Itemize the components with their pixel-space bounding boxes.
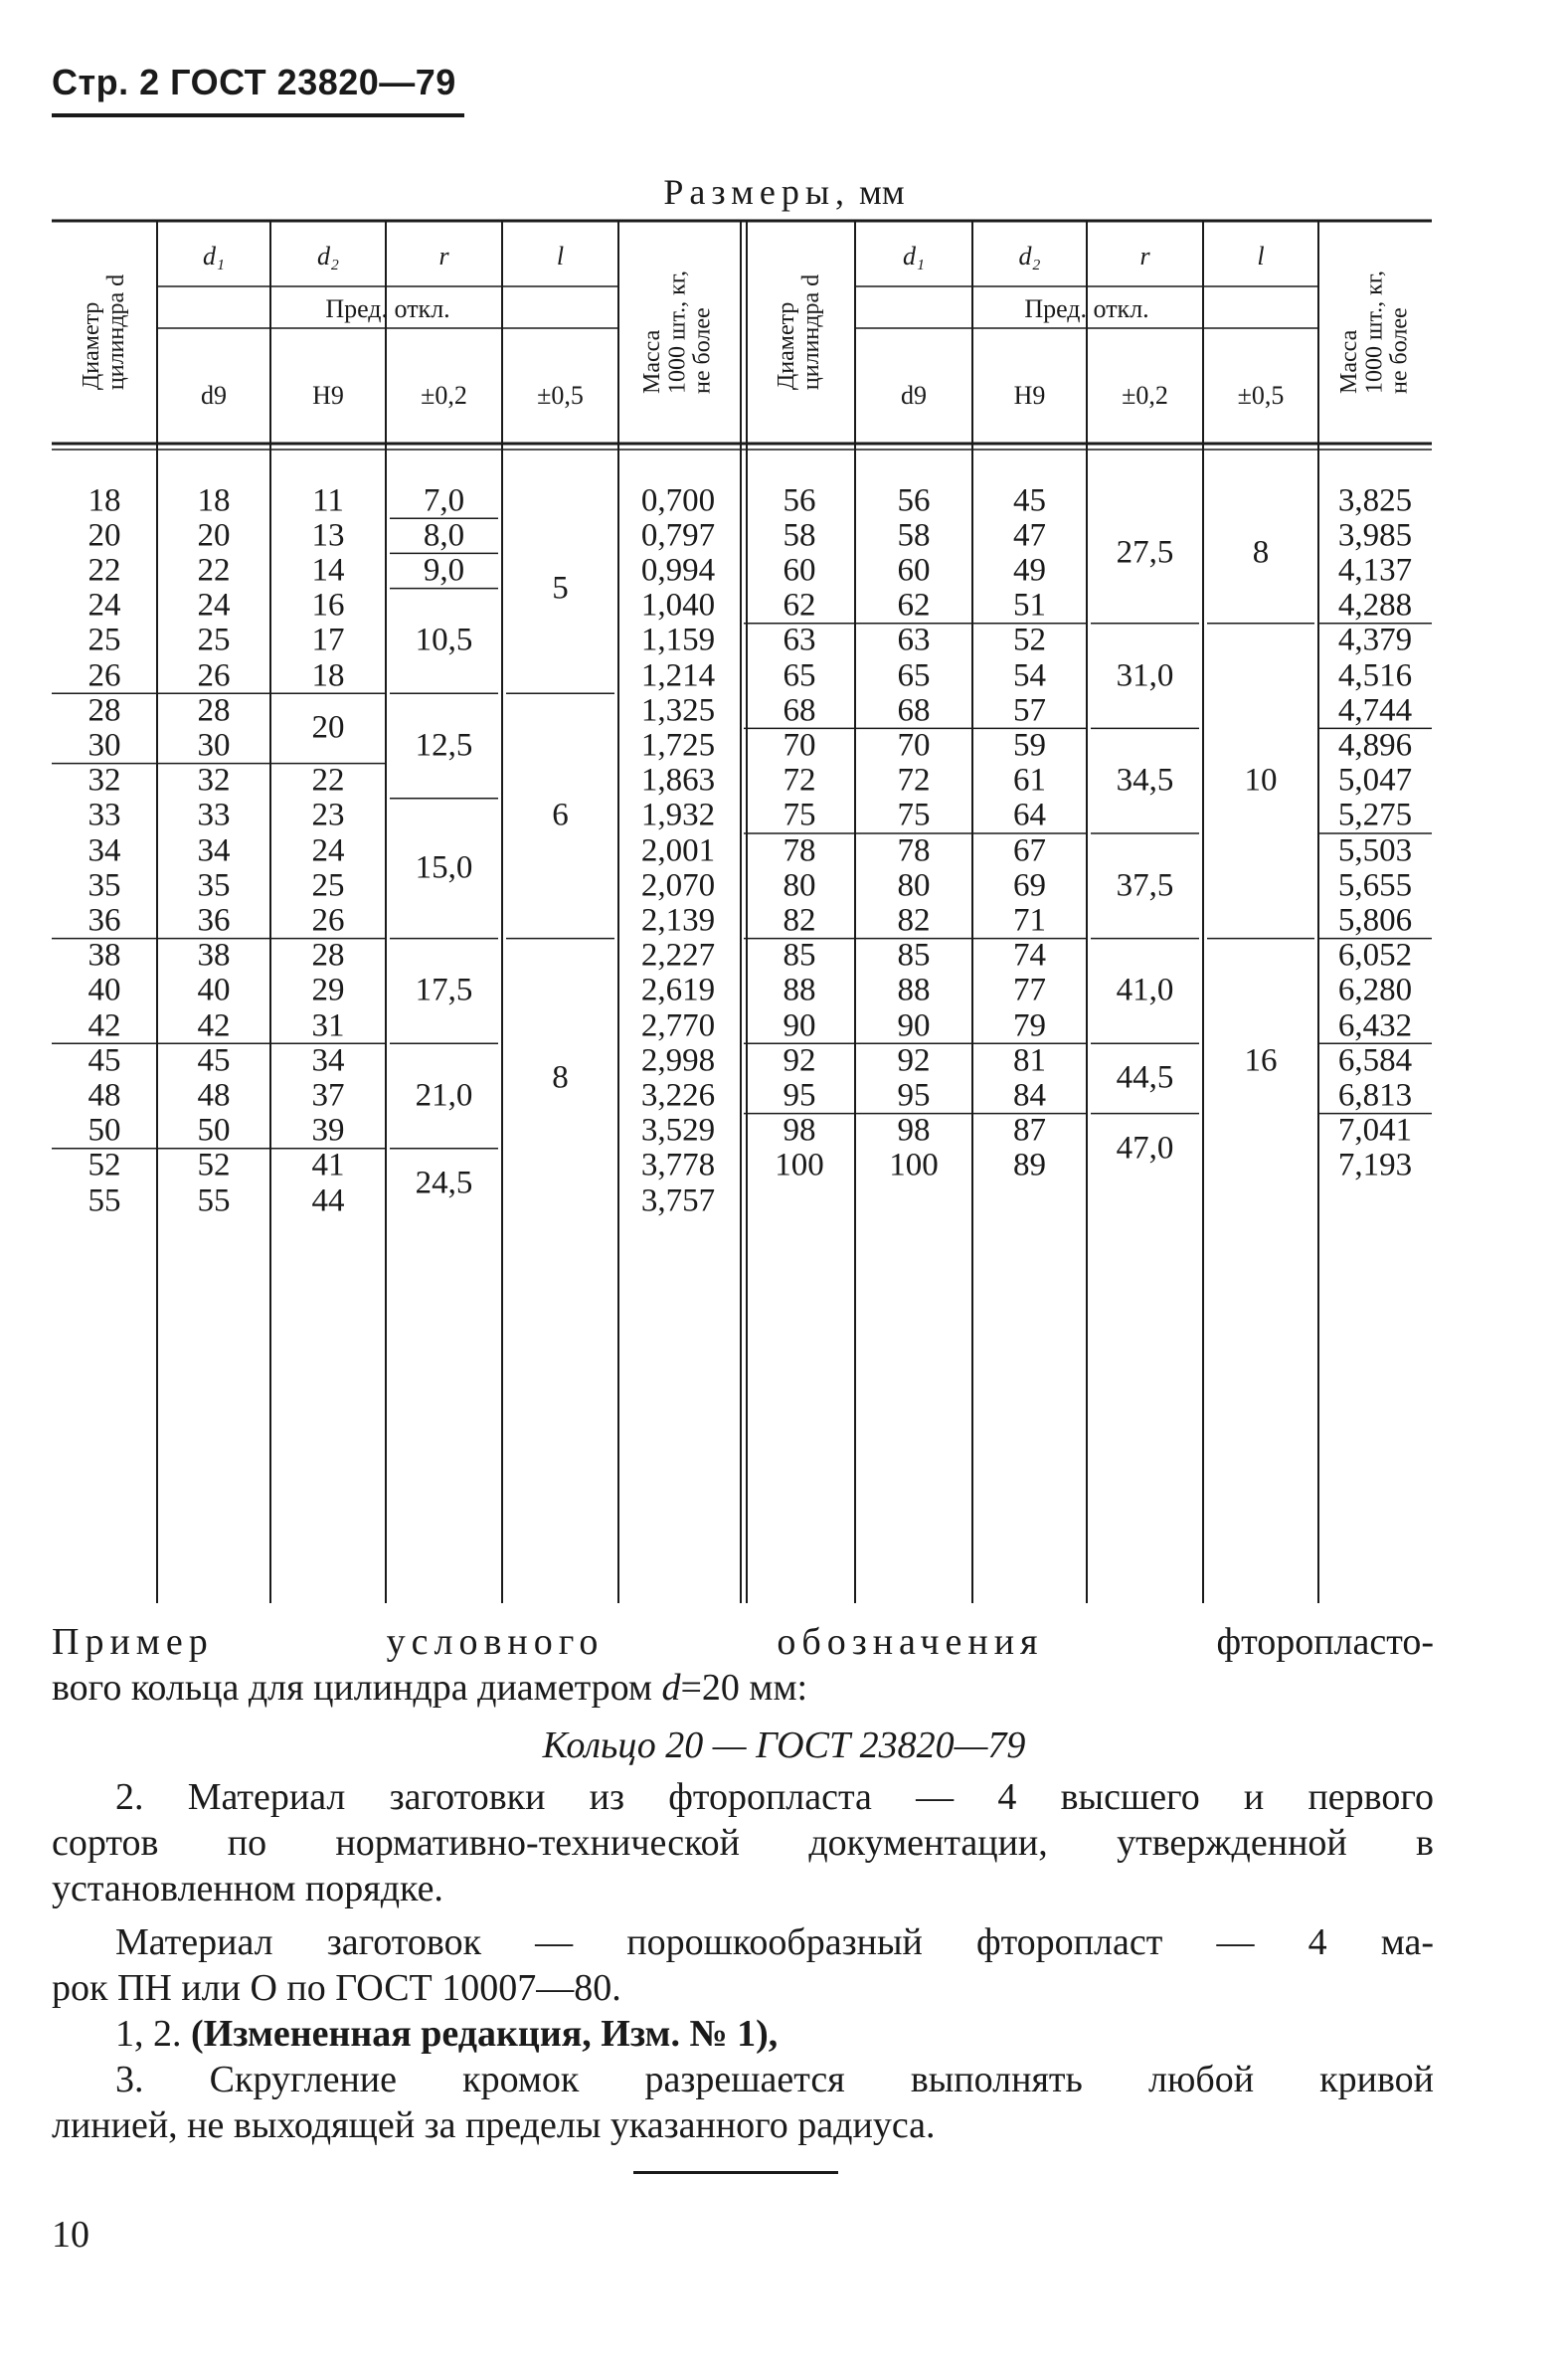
left-cell-d2: 22 — [311, 762, 345, 799]
right-cell-d: 72 — [783, 762, 816, 799]
right-cell-d: 60 — [783, 552, 816, 589]
left-header-d1-tol: d9 — [201, 381, 227, 410]
left-cell-d2: 18 — [311, 657, 345, 694]
left-cell-d: 36 — [87, 902, 121, 939]
left-cell-d2: 25 — [311, 867, 345, 904]
right-cell-d1: 65 — [897, 657, 931, 694]
caption-unit: мм — [859, 172, 905, 212]
right-cell-mass: 4,379 — [1337, 622, 1413, 658]
left-cell-r: 10,5 — [415, 622, 473, 658]
left-cell-d2: 34 — [311, 1042, 345, 1079]
right-cell-d1: 58 — [897, 517, 931, 554]
left-cell-mass: 2,619 — [640, 972, 716, 1008]
left-header-l-tol: ±0,5 — [537, 381, 584, 410]
left-cell-r: 24,5 — [415, 1165, 473, 1201]
right-cell-mass: 5,047 — [1337, 762, 1413, 799]
right-cell-d2: 77 — [1013, 972, 1046, 1008]
right-cell-d1: 72 — [897, 762, 931, 799]
left-cell-mass: 1,725 — [640, 727, 716, 764]
right-cell-d1: 92 — [897, 1042, 931, 1079]
left-cell-d: 34 — [87, 832, 121, 869]
right-cell-d: 62 — [783, 587, 816, 624]
right-cell-d2: 67 — [1013, 832, 1046, 869]
right-cell-d: 92 — [783, 1042, 816, 1079]
left-cell-d1: 20 — [197, 517, 231, 554]
left-cell-mass: 2,227 — [640, 937, 716, 974]
left-cell-d1: 42 — [197, 1007, 231, 1044]
right-cell-d2: 79 — [1013, 1007, 1046, 1044]
right-cell-d2: 57 — [1013, 692, 1046, 729]
para2-line2: сортов по нормативно-технической документации, утвержденной в — [52, 1822, 1434, 1864]
right-header-mass: Масса 1000 шт., кг, не более — [1336, 271, 1413, 394]
left-cell-r: 15,0 — [415, 849, 473, 886]
right-header-l-tol: ±0,5 — [1237, 381, 1285, 410]
page-header: Стр. 2 ГОСТ 23820—79 — [52, 62, 456, 102]
left-cell-d1: 55 — [197, 1182, 231, 1219]
right-cell-d2: 71 — [1013, 902, 1046, 939]
right-cell-mass: 4,516 — [1337, 657, 1413, 694]
right-cell-d1: 70 — [897, 727, 931, 764]
left-cell-mass: 2,070 — [640, 867, 716, 904]
left-cell-mass: 0,797 — [640, 517, 716, 554]
right-cell-d2: 87 — [1013, 1112, 1046, 1149]
right-cell-d: 63 — [783, 622, 816, 658]
right-cell-d2: 74 — [1013, 937, 1046, 974]
left-cell-mass: 1,325 — [640, 692, 716, 729]
right-cell-d2: 89 — [1013, 1147, 1046, 1183]
left-cell-d2: 16 — [311, 587, 345, 624]
right-cell-d: 100 — [775, 1147, 824, 1183]
left-header-pred: Пред. откл. — [325, 294, 450, 323]
right-cell-mass: 4,744 — [1337, 692, 1413, 729]
right-cell-mass: 6,813 — [1337, 1077, 1413, 1114]
left-cell-d: 28 — [87, 692, 121, 729]
left-cell-d2: 24 — [311, 832, 345, 869]
left-cell-mass: 2,139 — [640, 902, 716, 939]
left-header-d1: d₁ — [202, 242, 226, 271]
left-cell-mass: 1,214 — [640, 657, 716, 694]
left-cell-l: 6 — [552, 797, 569, 833]
left-cell-mass: 3,226 — [640, 1077, 716, 1114]
left-cell-mass: 0,994 — [640, 552, 716, 589]
right-cell-d2: 69 — [1013, 867, 1046, 904]
right-header-r: r — [1139, 242, 1150, 271]
left-cell-d2: 29 — [311, 972, 345, 1008]
right-cell-r: 44,5 — [1116, 1059, 1174, 1096]
left-cell-d1: 45 — [197, 1042, 231, 1079]
para2-line3: установленном порядке. — [52, 1868, 443, 1909]
right-cell-r: 34,5 — [1116, 762, 1174, 799]
left-cell-r: 9,0 — [423, 552, 465, 589]
right-cell-mass: 7,041 — [1337, 1112, 1413, 1149]
right-cell-d: 75 — [783, 797, 816, 833]
right-cell-mass: 5,503 — [1337, 832, 1413, 869]
right-cell-d: 82 — [783, 902, 816, 939]
left-cell-d: 38 — [87, 937, 121, 974]
right-header-diameter: Диаметр цилиндра d — [773, 273, 824, 391]
right-cell-d1: 100 — [889, 1147, 939, 1183]
left-cell-mass: 3,529 — [640, 1112, 716, 1149]
left-cell-d: 32 — [87, 762, 121, 799]
right-cell-d: 58 — [783, 517, 816, 554]
left-cell-r: 12,5 — [415, 727, 473, 764]
left-cell-d: 33 — [87, 797, 121, 833]
right-header-d1-tol: d9 — [901, 381, 927, 410]
para3-line1: Материал заготовок — порошкообразный фторопласт — 4 ма- — [115, 1921, 1434, 1963]
right-cell-mass: 4,896 — [1337, 727, 1413, 764]
left-cell-d2: 31 — [311, 1007, 345, 1044]
example-word: обозначения — [777, 1621, 1044, 1663]
para5-line2: линией, не выходящей за пределы указанного радиуса. — [52, 2104, 936, 2146]
amendment-bold: (Измененная редакция, Изм. № 1), — [191, 2013, 779, 2055]
right-cell-mass: 3,985 — [1337, 517, 1413, 554]
right-cell-mass: 6,432 — [1337, 1007, 1413, 1044]
right-cell-d1: 75 — [897, 797, 931, 833]
right-cell-mass: 5,275 — [1337, 797, 1413, 833]
left-cell-d: 48 — [87, 1077, 121, 1114]
para2-text: 2. Материал заготовки из фторопласта — 4 высшего и первого — [115, 1776, 1434, 1818]
right-cell-d: 95 — [783, 1077, 816, 1114]
amendment-note — [115, 2011, 1497, 2057]
right-cell-d1: 85 — [897, 937, 931, 974]
right-cell-d1: 62 — [897, 587, 931, 624]
left-cell-d: 50 — [87, 1112, 121, 1149]
left-cell-d: 20 — [87, 517, 121, 554]
left-cell-d2: 26 — [311, 902, 345, 939]
right-cell-r: 31,0 — [1116, 657, 1174, 694]
right-cell-d: 68 — [783, 692, 816, 729]
left-cell-mass: 1,159 — [640, 622, 716, 658]
left-cell-mass: 1,040 — [640, 587, 716, 624]
para3-line2: рок ПН или О по ГОСТ 10007—80. — [52, 1967, 621, 2009]
right-cell-d2: 61 — [1013, 762, 1046, 799]
left-cell-d1: 33 — [197, 797, 231, 833]
left-cell-d1: 35 — [197, 867, 231, 904]
right-cell-d2: 49 — [1013, 552, 1046, 589]
left-cell-d2: 37 — [311, 1077, 345, 1114]
left-cell-d1: 28 — [197, 692, 231, 729]
right-cell-mass: 6,052 — [1337, 937, 1413, 974]
left-cell-d2: 11 — [312, 482, 344, 519]
left-cell-r: 7,0 — [423, 482, 465, 519]
left-cell-d2: 13 — [311, 517, 345, 554]
right-cell-d: 88 — [783, 972, 816, 1008]
right-cell-d: 85 — [783, 937, 816, 974]
left-cell-d1: 34 — [197, 832, 231, 869]
left-cell-d1: 48 — [197, 1077, 231, 1114]
right-cell-mass: 4,137 — [1337, 552, 1413, 589]
right-cell-d2: 52 — [1013, 622, 1046, 658]
right-cell-d: 78 — [783, 832, 816, 869]
left-cell-d1: 50 — [197, 1112, 231, 1149]
right-cell-d1: 63 — [897, 622, 931, 658]
left-cell-d1: 36 — [197, 902, 231, 939]
left-cell-r: 17,5 — [415, 972, 473, 1008]
left-cell-mass: 2,770 — [640, 1007, 716, 1044]
left-cell-d2-merged: 20 — [311, 709, 345, 746]
right-cell-d2: 54 — [1013, 657, 1046, 694]
right-cell-l: 8 — [1252, 534, 1270, 571]
left-cell-l: 8 — [552, 1059, 569, 1096]
example-word: фторопласто- — [1216, 1621, 1434, 1663]
example-line-2 — [52, 1665, 1434, 1711]
left-cell-d: 52 — [87, 1147, 121, 1183]
right-cell-l: 10 — [1244, 762, 1278, 799]
left-cell-r: 8,0 — [423, 517, 465, 554]
right-cell-mass: 4,288 — [1337, 587, 1413, 624]
left-cell-d1: 26 — [197, 657, 231, 694]
left-cell-d: 24 — [87, 587, 121, 624]
right-cell-d2: 84 — [1013, 1077, 1046, 1114]
designation-formula: Кольцо 20 — ГОСТ 23820—79 — [542, 1724, 1026, 1766]
left-cell-d2: 39 — [311, 1112, 345, 1149]
right-cell-d2: 51 — [1013, 587, 1046, 624]
right-cell-d2: 81 — [1013, 1042, 1046, 1079]
example-line-1 — [52, 1619, 1434, 1665]
page-number: 10 — [52, 2214, 89, 2256]
right-cell-d1: 78 — [897, 832, 931, 869]
left-cell-d2: 23 — [311, 797, 345, 833]
left-cell-d1: 32 — [197, 762, 231, 799]
right-header-pred: Пред. откл. — [1024, 294, 1149, 323]
left-cell-mass: 3,778 — [640, 1147, 716, 1183]
right-cell-d: 90 — [783, 1007, 816, 1044]
right-cell-d2: 47 — [1013, 517, 1046, 554]
right-cell-d1: 90 — [897, 1007, 931, 1044]
left-cell-l: 5 — [552, 570, 569, 607]
right-cell-d: 70 — [783, 727, 816, 764]
left-cell-d1: 40 — [197, 972, 231, 1008]
right-cell-d2: 59 — [1013, 727, 1046, 764]
right-cell-r: 41,0 — [1116, 972, 1174, 1008]
left-header-d2-tol: H9 — [312, 381, 344, 410]
left-cell-d: 40 — [87, 972, 121, 1008]
left-cell-d2: 44 — [311, 1182, 345, 1219]
left-cell-d: 55 — [87, 1182, 121, 1219]
left-cell-d1: 52 — [197, 1147, 231, 1183]
amendment-prefix: 1, 2. — [115, 2013, 191, 2055]
right-cell-d1: 80 — [897, 867, 931, 904]
right-cell-l: 16 — [1244, 1042, 1278, 1079]
bottom-rule — [633, 2171, 838, 2174]
left-cell-d: 26 — [87, 657, 121, 694]
left-cell-mass: 2,001 — [640, 832, 716, 869]
right-cell-d1: 68 — [897, 692, 931, 729]
left-cell-d1: 22 — [197, 552, 231, 589]
left-cell-d: 35 — [87, 867, 121, 904]
right-cell-r: 47,0 — [1116, 1130, 1174, 1167]
para2-line1 — [115, 1774, 1434, 1820]
left-cell-mass: 1,932 — [640, 797, 716, 833]
left-header-l: l — [556, 242, 565, 271]
caption-word: Размеры, — [663, 172, 851, 212]
right-cell-r: 27,5 — [1116, 534, 1174, 571]
right-cell-d: 80 — [783, 867, 816, 904]
right-cell-d1: 88 — [897, 972, 931, 1008]
example-word: Пример — [52, 1621, 214, 1663]
left-cell-d: 45 — [87, 1042, 121, 1079]
right-cell-mass: 6,280 — [1337, 972, 1413, 1008]
right-cell-d: 65 — [783, 657, 816, 694]
right-cell-d: 98 — [783, 1112, 816, 1149]
example-word: условного — [386, 1621, 605, 1663]
right-cell-mass: 7,193 — [1337, 1147, 1413, 1183]
left-cell-d1: 25 — [197, 622, 231, 658]
left-cell-d1: 24 — [197, 587, 231, 624]
example-variable: d — [661, 1667, 681, 1709]
left-cell-r: 21,0 — [415, 1077, 473, 1114]
left-cell-d2: 17 — [311, 622, 345, 658]
right-header-r-tol: ±0,2 — [1122, 381, 1168, 410]
right-cell-mass: 3,825 — [1337, 482, 1413, 519]
para5-line1: 3. Скругление кромок разрешается выполнять любой кривой — [115, 2059, 1434, 2100]
left-cell-mass: 3,757 — [640, 1182, 716, 1219]
left-cell-mass: 1,863 — [640, 762, 716, 799]
right-cell-d2: 45 — [1013, 482, 1046, 519]
left-cell-d: 42 — [87, 1007, 121, 1044]
right-header-d2-tol: H9 — [1013, 381, 1046, 410]
right-header-d1: d₁ — [902, 242, 926, 271]
left-cell-d1: 38 — [197, 937, 231, 974]
left-cell-d2: 28 — [311, 937, 345, 974]
right-cell-d2: 64 — [1013, 797, 1046, 833]
example-text: вого кольца для цилиндра диаметром — [52, 1667, 662, 1709]
right-cell-r: 37,5 — [1116, 867, 1174, 904]
left-cell-d1: 18 — [197, 482, 231, 519]
right-cell-mass: 5,655 — [1337, 867, 1413, 904]
left-cell-mass: 0,700 — [640, 482, 716, 519]
left-cell-d: 18 — [87, 482, 121, 519]
left-cell-d: 30 — [87, 727, 121, 764]
right-cell-mass: 6,584 — [1337, 1042, 1413, 1079]
right-cell-d: 56 — [783, 482, 816, 519]
left-header-r-tol: ±0,2 — [421, 381, 467, 410]
right-header-d2: d₂ — [1018, 242, 1041, 271]
left-header-r: r — [438, 242, 449, 271]
left-cell-mass: 2,998 — [640, 1042, 716, 1079]
right-cell-d1: 82 — [897, 902, 931, 939]
right-cell-d1: 98 — [897, 1112, 931, 1149]
left-cell-d1: 30 — [197, 727, 231, 764]
left-header-d2: d₂ — [316, 242, 340, 271]
left-cell-d2: 41 — [311, 1147, 345, 1183]
left-cell-d: 22 — [87, 552, 121, 589]
right-header-l: l — [1257, 242, 1265, 271]
left-cell-d2: 14 — [311, 552, 345, 589]
left-cell-d: 25 — [87, 622, 121, 658]
right-cell-mass: 5,806 — [1337, 902, 1413, 939]
left-header-diameter: Диаметр цилиндра d — [78, 273, 129, 391]
right-cell-d1: 60 — [897, 552, 931, 589]
right-cell-d1: 95 — [897, 1077, 931, 1114]
right-cell-d1: 56 — [897, 482, 931, 519]
left-header-mass: Масса 1000 шт., кг, не более — [639, 271, 716, 394]
example-value: =20 мм: — [680, 1667, 808, 1709]
